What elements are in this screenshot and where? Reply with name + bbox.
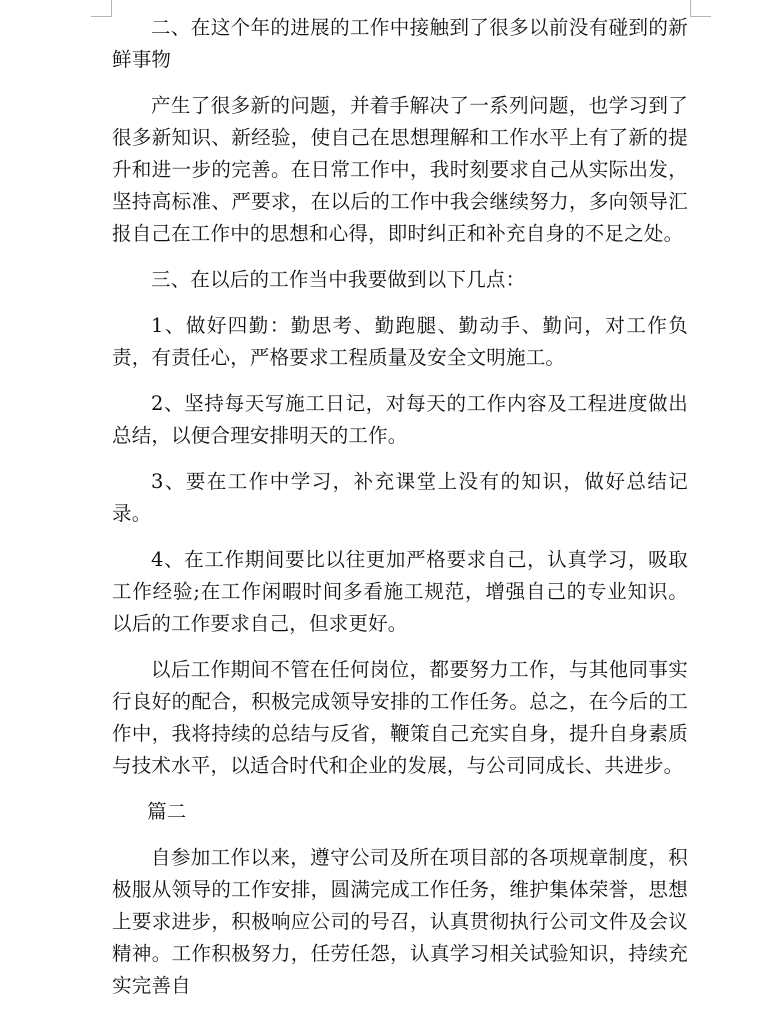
document-body[interactable] (112, 12, 688, 1016)
paragraph-since-joining: 自参加工作以来，遵守公司及所在项目部的各项规章制度，积极服从领导的工作安排，圆满完成工作任务，维护集体荣誉，思想上要求进步，积极响应公司的号召，认真贯彻执行公司文件及会议精神。工作积极努力，任劳任怨，认真学习相关试验知识，持续充实完善自 (112, 846, 688, 997)
top-left-margin-mark (91, 0, 112, 17)
heading-part-two: 篇二 (147, 800, 187, 823)
list-item-3: 3、要在工作中学习，补充课堂上没有的知识，做好总结记录。 (112, 470, 688, 525)
list-item-1: 1、做好四勤：勤思考、勤跑腿、勤动手、勤问，对工作负责，有责任心，严格要求工程质量及安全文明施工。 (112, 314, 688, 369)
top-right-margin-mark (690, 0, 711, 17)
paragraph-new-problems: 产生了很多新的问题，并着手解决了一系列问题，也学习到了很多新知识、新经验，使自己在思想理解和工作水平上有了新的提升和进一步的完善。在日常工作中，我时刻要求自己从实际出发，坚持高标准、严要求，在以后的工作中我会继续努力，多向领导汇报自己在工作中的思想和心得，即时纠正和补充自身的不足之处。 (112, 94, 688, 245)
section-title-three: 三、在以后的工作当中我要做到以下几点： (151, 268, 526, 291)
list-item-2: 2、坚持每天写施工日记，对每天的工作内容及工程进度做出总结，以便合理安排明天的工作。 (112, 392, 688, 447)
section-title-two: 二、在这个年的进展的工作中接触到了很多以前没有碰到的新鲜事物 (112, 16, 688, 71)
paragraph-future-work: 以后工作期间不管在任何岗位，都要努力工作，与其他同事实行良好的配合，积极完成领导安排的工作任务。总之，在今后的工作中，我将持续的总结与反省，鞭策自己充实自身，提升自身素质与技术水平，以适合时代和企业的发展，与公司同成长、共进步。 (112, 658, 688, 777)
list-item-4: 4、在工作期间要比以往更加严格要求自己，认真学习，吸取工作经验;在工作闲暇时间多看施工规范，增强自己的专业知识。以后的工作要求自己，但求更好。 (112, 548, 688, 635)
